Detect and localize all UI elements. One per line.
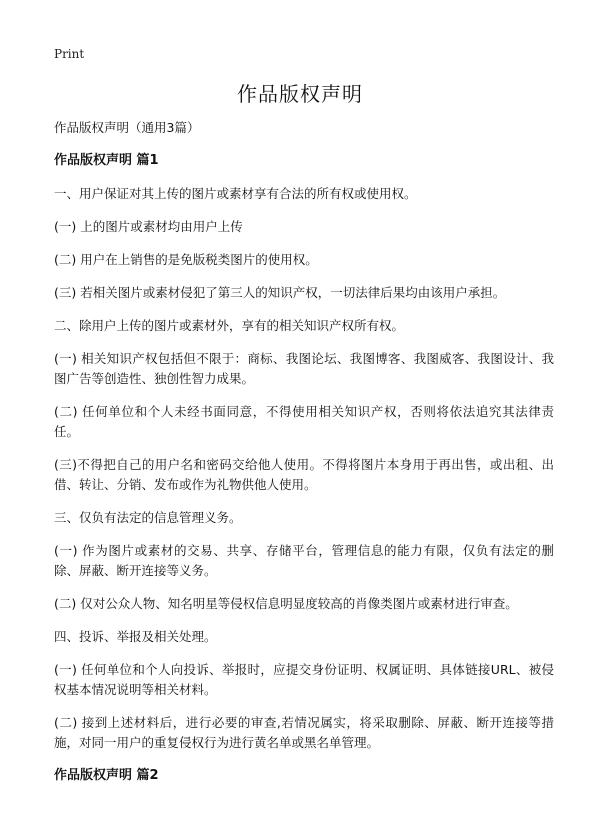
paragraph: (二) 仅对公众人物、知名明星等侵权信息明显度较高的肖像类图片或素材进行审查。 — [54, 596, 518, 611]
document-body — [54, 118, 554, 799]
section-heading-1: 作品版权声明 篇1 — [54, 153, 159, 168]
document-title: 作品版权声明 — [237, 82, 363, 106]
paragraph: (二) 任何单位和个人未经书面同意，不得使用相关知识产权，否则将依法追究其法律责任。 — [54, 404, 554, 439]
paragraph: 四、投诉、举报及相关处理。 — [54, 629, 217, 644]
print-label: Print — [54, 47, 85, 61]
section-heading-2: 作品版权声明 篇2 — [54, 768, 159, 783]
paragraph: (三)不得把自己的用户名和密码交给他人使用。不得将图片本身用于再出售，或出租、出借、转让、分销、发布或作为礼物供他人使用。 — [54, 457, 554, 492]
paragraph: (二) 用户在上销售的是免版税类图片的使用权。 — [54, 252, 318, 267]
paragraph: 一、用户保证对其上传的图片或素材享有合法的所有权或使用权。 — [54, 186, 417, 201]
document-subtitle: 作品版权声明（通用3篇） — [54, 120, 200, 135]
paragraph: 三、仅负有法定的信息管理义务。 — [54, 510, 242, 525]
paragraph: 二、除用户上传的图片或素材外，享有的相关知识产权所有权。 — [54, 318, 405, 333]
paragraph: (一) 上的图片或素材均由用户上传 — [54, 219, 243, 234]
paragraph: (一) 任何单位和个人向投诉、举报时，应提交身份证明、权属证明、具体链接URL、被侵权基本情况说明等相关材料。 — [54, 662, 554, 697]
paragraph: (三) 若相关图片或素材侵犯了第三人的知识产权，一切法律后果均由该用户承担。 — [54, 285, 506, 300]
paragraph: (二) 接到上述材料后，进行必要的审查,若情况属实，将采取删除、屏蔽、断开连接等措施，对同一用户的重复侵权行为进行黄名单或黑名单管理。 — [54, 715, 554, 750]
paragraph: (一) 作为图片或素材的交易、共享、存储平台，管理信息的能力有限，仅负有法定的删除、屏蔽、断开连接等义务。 — [54, 543, 554, 578]
paragraph: (一) 相关知识产权包括但不限于：商标、我图论坛、我图博客、我图威客、我图设计、我图广告等创造性、独创性智力成果。 — [54, 351, 554, 386]
